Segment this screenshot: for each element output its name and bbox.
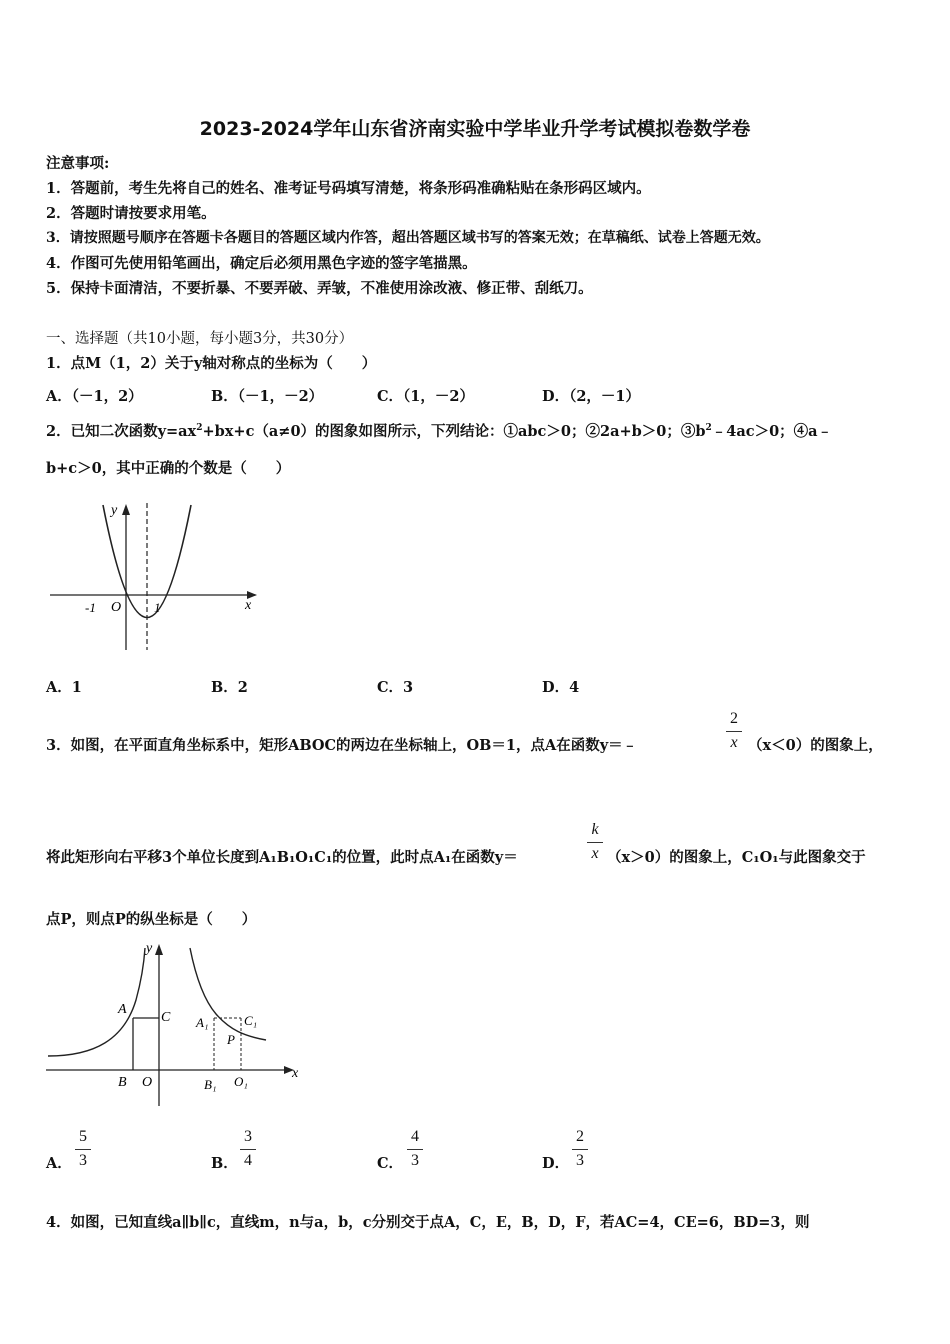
- q1-stem: 1．点M（1，2）关于y轴对称点的坐标为（ ）: [46, 355, 377, 372]
- left-hyperbola-branch: [48, 948, 145, 1056]
- notice-item: 5．保持卡面清洁，不要折暴、不要弄破、弄皱，不准使用涂改液、修正带、刮纸刀。: [46, 280, 593, 297]
- x-axis-label: x: [292, 1066, 299, 1081]
- q3-stem-line1a: 3．如图，在平面直角坐标系中，矩形ABOC的两边在坐标轴上，OB＝1，点A在函数y＝﹣: [46, 737, 638, 754]
- y-axis-label: y: [146, 941, 153, 956]
- origin-label: O: [111, 600, 122, 615]
- point-label-B1: B₁: [204, 1077, 217, 1092]
- notice-item: 1．答题前，考生先将自己的姓名、准考证号码填写清楚，将条形码准确粘贴在条形码区域内。: [46, 180, 651, 197]
- notice-heading: 注意事项:: [46, 155, 110, 172]
- notice-item: 2．答题时请按要求用笔。: [46, 205, 216, 222]
- point-label-A: A: [118, 1002, 127, 1017]
- q1-option-a[interactable]: A．（－1，2）: [46, 388, 143, 405]
- q2-option-c[interactable]: C．3: [377, 679, 414, 696]
- q3-frac2-den: x: [591, 845, 599, 862]
- q2-option-a[interactable]: A．1: [46, 679, 82, 696]
- q1-option-b[interactable]: B．（－1，－2）: [211, 388, 324, 405]
- q2-stem-line2: b+c＞0，其中正确的个数是（ ）: [46, 460, 291, 477]
- point-label-P: P: [227, 1032, 235, 1047]
- q2-parabola-graph: [45, 495, 270, 660]
- y-axis-arrow: [122, 504, 130, 515]
- q3-frac1-line: [726, 731, 742, 732]
- q2-option-b[interactable]: B．2: [211, 679, 248, 696]
- q1-option-d[interactable]: D．（2，－1）: [542, 388, 641, 405]
- section-heading: 一、选择题（共10小题，每小题3分，共30分）: [46, 331, 354, 347]
- q3-stem-line2b: （x＞0）的图象上，C₁O₁与此图象交于: [607, 849, 866, 866]
- q2-option-d[interactable]: D．4: [542, 679, 580, 696]
- q4-stem: 4．如图，已知直线a∥b∥c，直线m，n与a，b，c分别交于点A，C，E，B，D，F，若AC=4，CE=6，BD=3，则: [46, 1214, 810, 1231]
- notice-item: 3．请按照题号顺序在答题卡各题目的答题区域内作答，超出答题区域书写的答案无效；在草稿纸、试卷上答题无效。: [46, 230, 770, 246]
- point-label-B: B: [118, 1075, 127, 1090]
- y-axis-label: y: [111, 503, 118, 518]
- q3-stem-line3: 点P，则点P的纵坐标是（ ）: [46, 911, 257, 928]
- q3-frac1-den: x: [730, 734, 738, 751]
- q3-frac2-line: [587, 842, 603, 843]
- tick-label-neg1: -1: [85, 600, 96, 615]
- q3-stem-line2a: 将此矩形向右平移3个单位长度到A₁B₁O₁C₁的位置，此时点A₁在函数y＝: [46, 849, 518, 866]
- q3-hyperbola-graph: [44, 938, 306, 1108]
- point-label-A1: A₁: [196, 1015, 209, 1030]
- q3-frac1-num: 2: [730, 710, 738, 727]
- y-axis-arrow: [155, 944, 163, 955]
- point-label-O: O: [142, 1075, 153, 1090]
- q2-stem: 2．已知二次函数$y=ax^2+bx+c(a\ne 0)$的图象如图所示，下列结论：①abc＞0；②2a+b＞0；$③b^2﹣4ac>0$；④a﹣: [46, 423, 833, 440]
- point-label-O1: O₁: [234, 1074, 248, 1089]
- page-title: 2023-2024学年山东省济南实验中学毕业升学考试模拟卷数学卷: [199, 118, 751, 140]
- tick-label-1: 1: [154, 600, 161, 615]
- q3-stem-line1b: （x＜0）的图象上，: [748, 737, 883, 754]
- notice-item: 4．作图可先使用铅笔画出，确定后必须用黑色字迹的签字笔描黑。: [46, 255, 477, 272]
- q3-frac2-num: k: [591, 821, 599, 838]
- point-label-C1: C₁: [244, 1013, 258, 1028]
- q1-option-c[interactable]: C．（1，－2）: [377, 388, 474, 405]
- point-label-C: C: [161, 1010, 171, 1025]
- x-axis-label: x: [245, 598, 252, 613]
